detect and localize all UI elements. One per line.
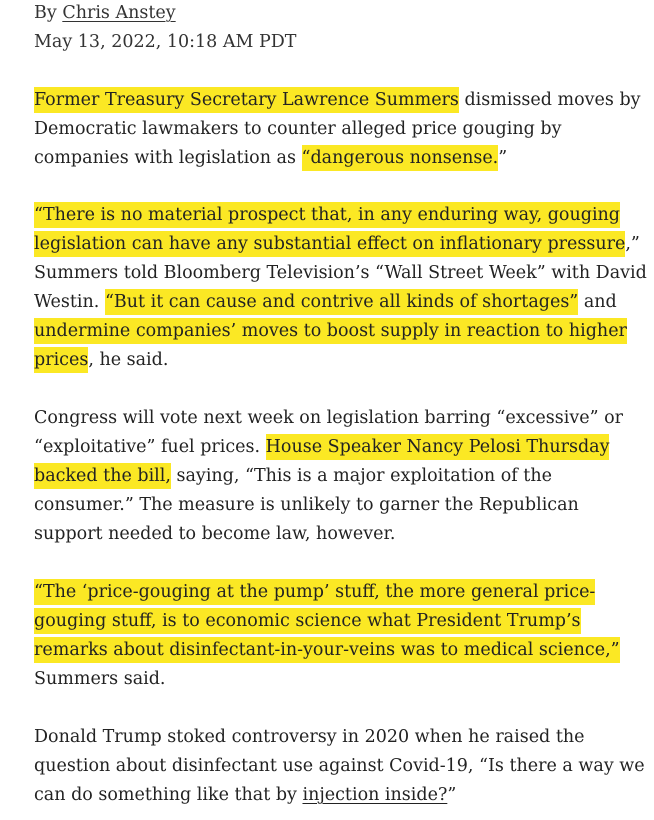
- highlighted-text: legislation can have any substantial effect on inflationary pressure: [34, 231, 625, 257]
- text-segment: ”: [498, 148, 508, 168]
- text-line: [34, 781, 654, 810]
- text-line: [34, 433, 654, 462]
- highlighted-text: remarks about disinfectant-in-your-veins was to medical science,”: [34, 637, 620, 663]
- text-line: [34, 201, 654, 230]
- text-segment: saying, “This is a major exploitation of the: [170, 466, 552, 486]
- highlighted-text: “There is no material prospect that, in any enduring way, gouging: [34, 202, 620, 228]
- text-segment: support needed to become law, however.: [34, 524, 396, 544]
- text-segment: dismissed moves by: [458, 90, 641, 110]
- highlighted-text: “dangerous nonsense.: [302, 145, 499, 171]
- highlighted-text: “The ‘price-gouging at the pump’ stuff, the more general price-: [34, 579, 595, 605]
- publish-timestamp: May 13, 2022, 10:18 AM PDT: [34, 32, 297, 52]
- text-segment: consumer.” The measure is unlikely to garner the Republican: [34, 495, 579, 515]
- text-segment: companies with legislation as: [34, 148, 302, 168]
- text-line: [34, 346, 654, 375]
- text-line: [34, 462, 654, 491]
- text-segment: Democratic lawmakers to counter alleged price gouging by: [34, 119, 562, 139]
- text-line: [34, 665, 654, 694]
- text-segment: question about disinfectant use against Covid-19, “Is there a way we: [34, 756, 645, 776]
- text-line: [34, 578, 654, 607]
- text-line: [34, 404, 654, 433]
- text-line: [34, 491, 654, 520]
- text-segment: Summers said.: [34, 669, 166, 689]
- text-line: [34, 259, 654, 288]
- text-segment: can do something like that by: [34, 785, 303, 805]
- text-segment: Westin.: [34, 292, 105, 312]
- text-line: [34, 288, 654, 317]
- highlighted-text: undermine companies’ moves to boost supply in reaction to higher: [34, 318, 627, 344]
- text-segment: and: [578, 292, 617, 312]
- highlighted-text: prices: [34, 347, 88, 373]
- text-line: [34, 144, 654, 173]
- highlighted-text: backed the bill,: [34, 463, 171, 489]
- paragraph-2: [34, 201, 654, 375]
- text-segment: ,”: [625, 234, 640, 254]
- text-line: [34, 86, 654, 115]
- byline: [34, 0, 296, 57]
- text-segment: , he said.: [88, 350, 169, 370]
- text-line: [34, 607, 654, 636]
- text-segment: Summers told Bloomberg Television’s “Wall Street Week” with David: [34, 263, 647, 283]
- text-segment: Donald Trump stoked controversy in 2020 when he raised the: [34, 727, 585, 747]
- text-line: [34, 723, 654, 752]
- text-line: [34, 115, 654, 144]
- highlighted-text: gouging stuff, is to economic science what President Trump’s: [34, 608, 581, 634]
- byline-prefix: By: [34, 3, 63, 23]
- text-line: [34, 317, 654, 346]
- paragraph-3: [34, 404, 654, 549]
- text-segment: Congress will vote next week on legislation barring “excessive” or: [34, 408, 623, 428]
- text-line: [34, 636, 654, 665]
- paragraph-4: [34, 578, 654, 694]
- highlighted-text: House Speaker Nancy Pelosi Thursday: [266, 434, 610, 460]
- author-link[interactable]: Chris Anstey: [62, 3, 176, 23]
- byline-author-line: [34, 0, 296, 28]
- highlighted-text: “But it can cause and contrive all kinds of shortages”: [105, 289, 578, 315]
- text-line: [34, 230, 654, 259]
- text-line: [34, 520, 654, 549]
- text-line: [34, 752, 654, 781]
- highlighted-text: Former Treasury Secretary Lawrence Summers: [34, 87, 459, 113]
- text-segment: “exploitative” fuel prices.: [34, 437, 266, 457]
- text-segment: ”: [447, 785, 457, 805]
- paragraph-5: [34, 723, 654, 810]
- paragraph-1: [34, 86, 654, 173]
- inline-link[interactable]: injection inside?: [302, 785, 448, 805]
